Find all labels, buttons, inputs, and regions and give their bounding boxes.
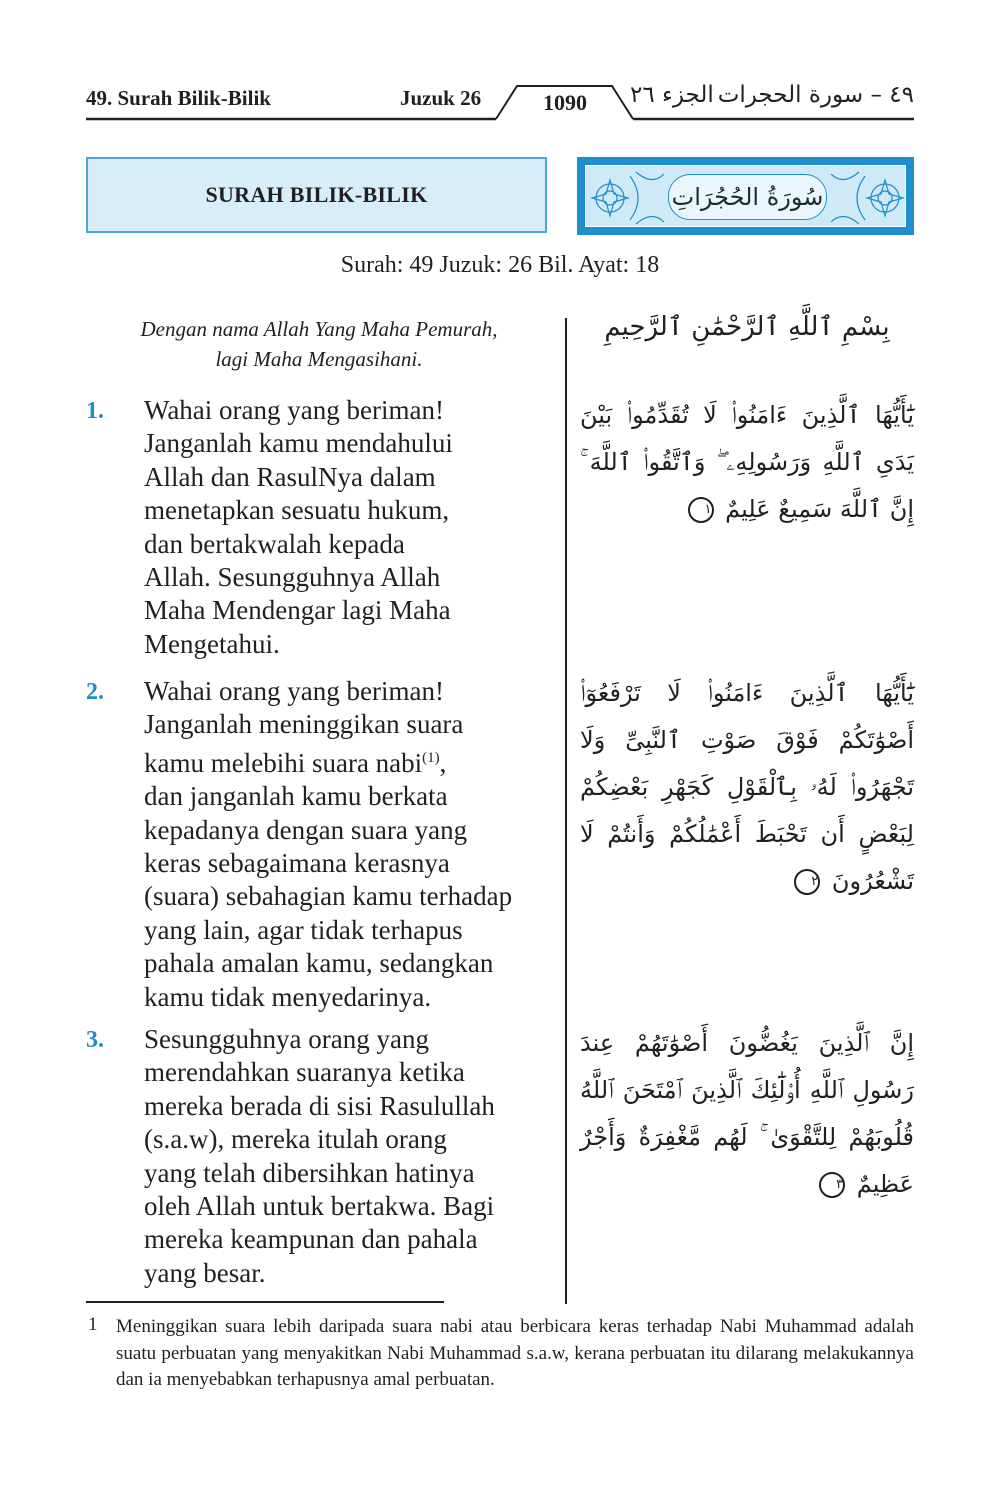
basmala-translation: [86, 314, 552, 374]
surah-info: Surah: 49 Juzuk: 26 Bil. Ayat: 18: [340, 252, 660, 278]
column-divider: [565, 318, 567, 1304]
surah-title: SURAH BILIK-BILIK: [205, 182, 428, 207]
verse-number: 3.: [86, 1027, 104, 1053]
header-arabic-juz: الجزء ٢٦: [630, 82, 714, 108]
verse-number: 2.: [86, 679, 104, 705]
arabic-verse-3: [580, 1020, 914, 1208]
footnote-number: 1: [88, 1314, 98, 1335]
arabic-verse-text: إِنَّ ٱلَّذِينَ يَغُضُّونَ أَصْوَٰتَهُمْ عِندَ رَسُولِ ٱللَّهِ أُو۟لَٰٓئِكَ ٱلَّذِينَ ٱمْتَحَنَ ٱللَّهُ قُلُوبَهُمْ لِلتَّقْوَىٰ ۚ لَهُم مَّغْفِرَةٌ وَأَجْرٌ عَظِيمٌ: [580, 1029, 914, 1198]
arabic-verse-text: يَٰٓأَيُّهَا ٱلَّذِينَ ءَامَنُوا۟ لَا تُقَدِّمُوا۟ بَيْنَ يَدَىِ ٱللَّهِ وَرَسُولِهِۦ ۖ وَٱتَّقُوا۟ ٱللَّهَ ۚ إِنَّ ٱللَّهَ سَمِيعٌ عَلِيمٌ: [580, 401, 914, 523]
footnote-ref[interactable]: (1): [422, 749, 440, 766]
basmala-line-2: lagi Maha Mengasihani.: [215, 347, 423, 371]
header-arabic-surah: ٤٩ – سورة الحجرات: [717, 82, 914, 108]
ornament-panel: [585, 165, 906, 227]
verse-translation: [144, 675, 564, 1014]
header-juzuk-label: Juzuk 26: [400, 86, 482, 110]
header-rule: [0, 0, 1000, 140]
verse-translation: Wahai orang yang beriman! Janganlah kamu mendahului Allah dan RasulNya dalam menetapkan sesuatu hukum, dan bertakwalah kepada Allah. Sesungguhnya Allah Maha Mendengar lagi Maha Mengetahui.: [144, 395, 453, 659]
arabic-verse-2: [580, 670, 914, 905]
ayah-end-icon: ١: [688, 497, 714, 523]
ayah-end-icon: ٣: [819, 1172, 845, 1198]
arabic-title-ornament: [577, 157, 914, 235]
arabic-verse-1: [580, 392, 914, 533]
basmala-arabic: بِسْمِ ٱللَّهِ ٱلرَّحْمَٰنِ ٱلرَّحِيمِ: [604, 312, 890, 342]
ayah-end-icon: ٢: [794, 869, 820, 895]
verse-text-part: , dan janganlah kamu berkata kepadanya dengan suara yang keras sebagaimana kerasnya (suara) sebahagian kamu terhadap yang lain, agar tidak terhapus pahala amalan kamu, sedangkan kamu tidak menyedarinya.: [144, 747, 513, 1012]
footnote-text: Meninggikan suara lebih daripada suara nabi atau berbicara keras terhadap Nabi Muhammad adalah suatu perbuatan yang menyakitkan Nabi Muhammad s.a.w, kerana perbuatan itu dilarang melakukannya dan ia menyebabkan terhapusnya amal perbuatan.: [116, 1316, 914, 1391]
verse-text-part: Wahai orang yang beriman! Janganlah meninggikan suara kamu melebihi suara nabi: [144, 676, 464, 778]
page-number: 1090: [543, 90, 587, 115]
verse-translation: Sesungguhnya orang yang merendahkan suaranya ketika mereka berada di sisi Rasulullah (s.a.w), mereka itulah orang yang telah dibersihkan hatinya oleh Allah untuk bertakwa. Bagi mereka keampunan dan pahala yang besar.: [144, 1024, 495, 1288]
verse-number: 1.: [86, 398, 104, 424]
header-surah-label: 49. Surah Bilik-Bilik: [86, 86, 271, 110]
arabic-verse-text: يَٰٓأَيُّهَا ٱلَّذِينَ ءَامَنُوا۟ لَا تَرْفَعُوٓا۟ أَصْوَٰتَكُمْ فَوْقَ صَوْتِ ٱلنَّبِىِّ وَلَا تَجْهَرُوا۟ لَهُۥ بِٱلْقَوْلِ كَجَهْرِ بَعْضِكُمْ لِبَعْضٍ أَن تَحْبَطَ أَعْمَٰلُكُمْ وَأَنتُمْ لَا تَشْعُرُونَ: [580, 679, 914, 895]
footnote-rule: [86, 1301, 444, 1303]
arabic-title-cartouche: [668, 174, 827, 220]
surah-title-box: [86, 157, 547, 233]
basmala-line-1: Dengan nama Allah Yang Maha Pemurah,: [140, 317, 498, 341]
arabic-surah-title: سُورَةُ الحُجُرَاتِ: [671, 183, 824, 211]
